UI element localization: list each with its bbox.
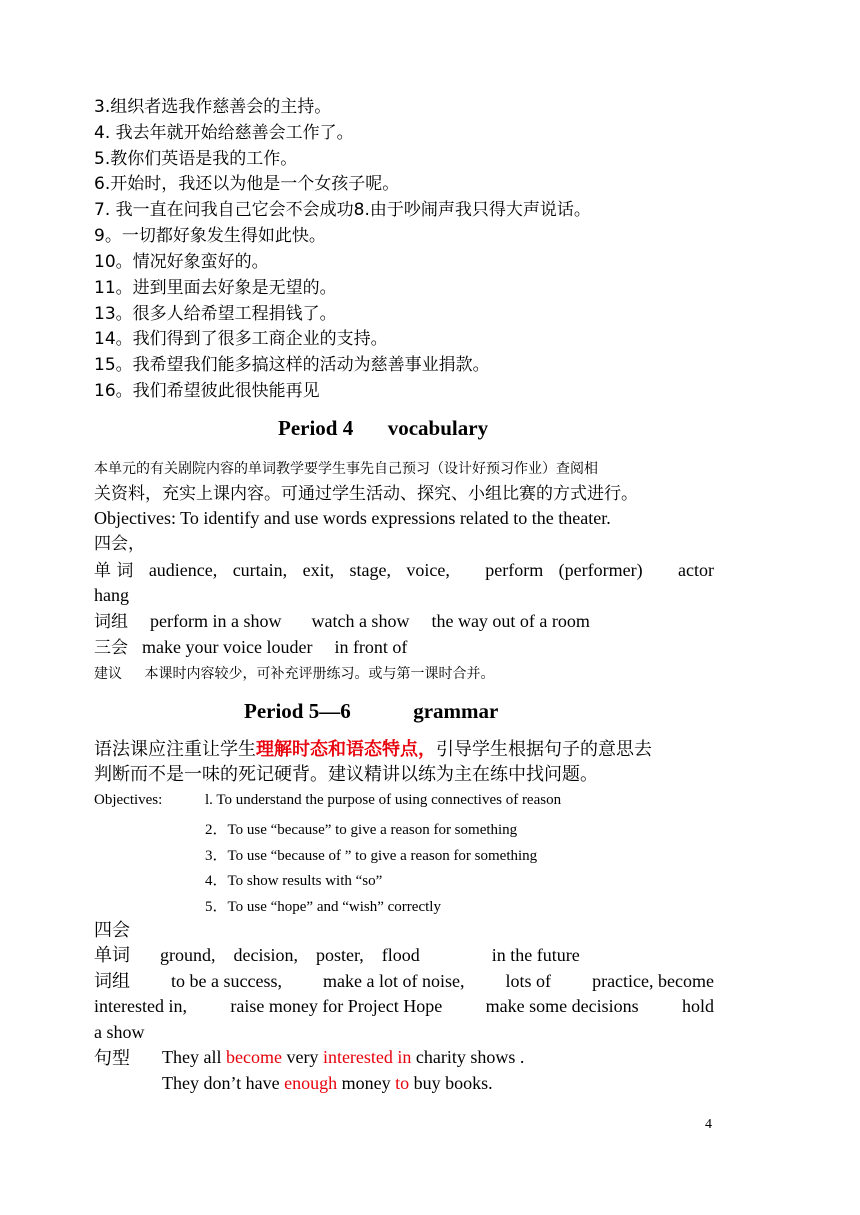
sentence-text: very [281,1047,323,1067]
period4-phrases-row [94,610,590,634]
objectives-label: Objectives: [94,792,163,808]
list-item: 7. 我一直在问我自己它会不会成功8.由于吵闹声我只得大声说话。 [94,200,591,220]
sentence-highlight: enough [284,1073,338,1093]
period4-title: Period 4 [278,416,354,440]
phrase: to be a success, [171,971,282,991]
objective-item: 4．To show results with “so” [205,873,383,889]
phrase-continued: a show [94,1022,145,1042]
list-item: 5.教你们英语是我的工作。 [94,149,298,169]
period56-words-row [94,944,580,968]
period56-topic: grammar [413,699,499,723]
word: in the future [491,945,580,965]
objective-item: l. To understand the purpose of using connectives of reason [205,792,562,808]
list-item: 13。很多人给希望工程捐钱了。 [94,304,337,324]
suggest-text: 本课时内容较少，可补充评册练习。或与第一课时合并。 [144,666,495,682]
phrase: make a lot of noise, [323,971,465,991]
sentence-highlight: become [225,1047,282,1067]
objective-item: 5．To use “hope” and “wish” correctly [205,899,441,915]
period4-objectives: Objectives: To identify and use words expressions related to the theater. [94,508,611,528]
period4-heading [278,416,488,441]
word: flood [381,945,420,965]
list-item: 10。情况好象蛮好的。 [94,252,269,272]
word: curtain, [232,560,288,580]
word: audience, [148,560,218,580]
sentence-text: money [337,1073,396,1093]
list-item: 15。我希望我们能多搞这样的活动为慈善事业捐款。 [94,355,490,375]
word: (performer) [558,560,643,580]
period4-four-label: 四会， [94,534,145,554]
list-item: 4. 我去年就开始给慈善会工作了。 [94,123,354,143]
phrase: raise money for Project Hope [230,996,443,1016]
period56-intro-line1 [94,738,652,762]
words-label: 单词 [94,945,130,966]
word: exit, [302,560,335,580]
word: voice, [406,560,450,580]
sentence-pattern-1 [162,1047,524,1068]
phrase: make some decisions [485,996,639,1016]
period4-intro-line1: 本单元的有关剧院内容的单词教学要学生事先自己预习（设计好预习作业）查阅相 [94,461,598,477]
sentence-text: buy books. [409,1073,493,1093]
list-item: 9。一切都好象发生得如此快。 [94,226,326,246]
intro-highlight: 理解时态和语态特点， [256,739,436,760]
phrase: interested in, [94,996,187,1016]
period56-intro-line2: 判断而不是一味的死记硬背。建议精讲以练为主在练中找问题。 [94,764,598,785]
word-continued: hang [94,585,129,605]
period4-topic: vocabulary [387,416,489,440]
sentence-label: 句型 [94,1048,130,1069]
list-item: 6.开始时，我还以为他是一个女孩子呢。 [94,174,400,194]
sentence-text: They don’t have [162,1073,285,1093]
period56-phrases-row2 [94,996,714,1017]
list-item: 14。我们得到了很多工商企业的支持。 [94,329,388,349]
phrase: watch a show [311,611,410,631]
sentence-text: charity shows . [411,1047,525,1067]
phrases-label: 词组 [94,612,128,632]
period56-phrases-row1 [94,970,714,994]
period4-words-row [94,559,714,583]
sentence-highlight: to [395,1073,410,1093]
intro-text: 引导学生根据句子的意思去 [436,739,652,760]
period56-heading [244,699,498,724]
word: perform [485,560,544,580]
word: ground, [160,945,216,965]
phrase: perform in a show [150,611,282,631]
word: poster, [316,945,364,965]
period4-suggestion [94,663,494,683]
phrases-label: 词组 [94,971,130,992]
intro-text: 语法课应注重让学生 [94,739,256,760]
phrase: make your voice louder [142,637,313,657]
objective-item: 2．To use “because” to give a reason for something [205,822,518,838]
list-item: 16。我们希望彼此很快能再见 [94,381,320,401]
phrase: in front of [334,637,408,657]
word: decision, [233,945,298,965]
suggest-label: 建议 [94,666,122,682]
sentence-highlight: interested in [322,1047,412,1067]
phrase: practice, become [592,971,714,991]
phrase: hold [681,996,714,1016]
period4-three-row [94,636,407,660]
period4-intro-line2: 关资料，充实上课内容。可通过学生活动、探究、小组比赛的方式进行。 [94,484,638,504]
three-label: 三会 [94,638,128,658]
list-item: 11。进到里面去好象是无望的。 [94,278,337,298]
objective-item: 3．To use “because of ” to give a reason for something [205,848,538,864]
period56-title: Period 5—6 [244,699,351,723]
list-item: 3.组织者选我作慈善会的主持。 [94,97,332,117]
sentence-pattern-2 [162,1073,493,1094]
word: actor [678,560,714,580]
sentence-text: They all [162,1047,226,1067]
words-label: 单 词 [94,561,134,581]
word: stage, [349,560,391,580]
page-number: 4 [705,1117,712,1132]
phrase: the way out of a room [431,611,590,631]
phrase: lots of [505,971,552,991]
period56-four-label: 四会 [94,920,130,941]
